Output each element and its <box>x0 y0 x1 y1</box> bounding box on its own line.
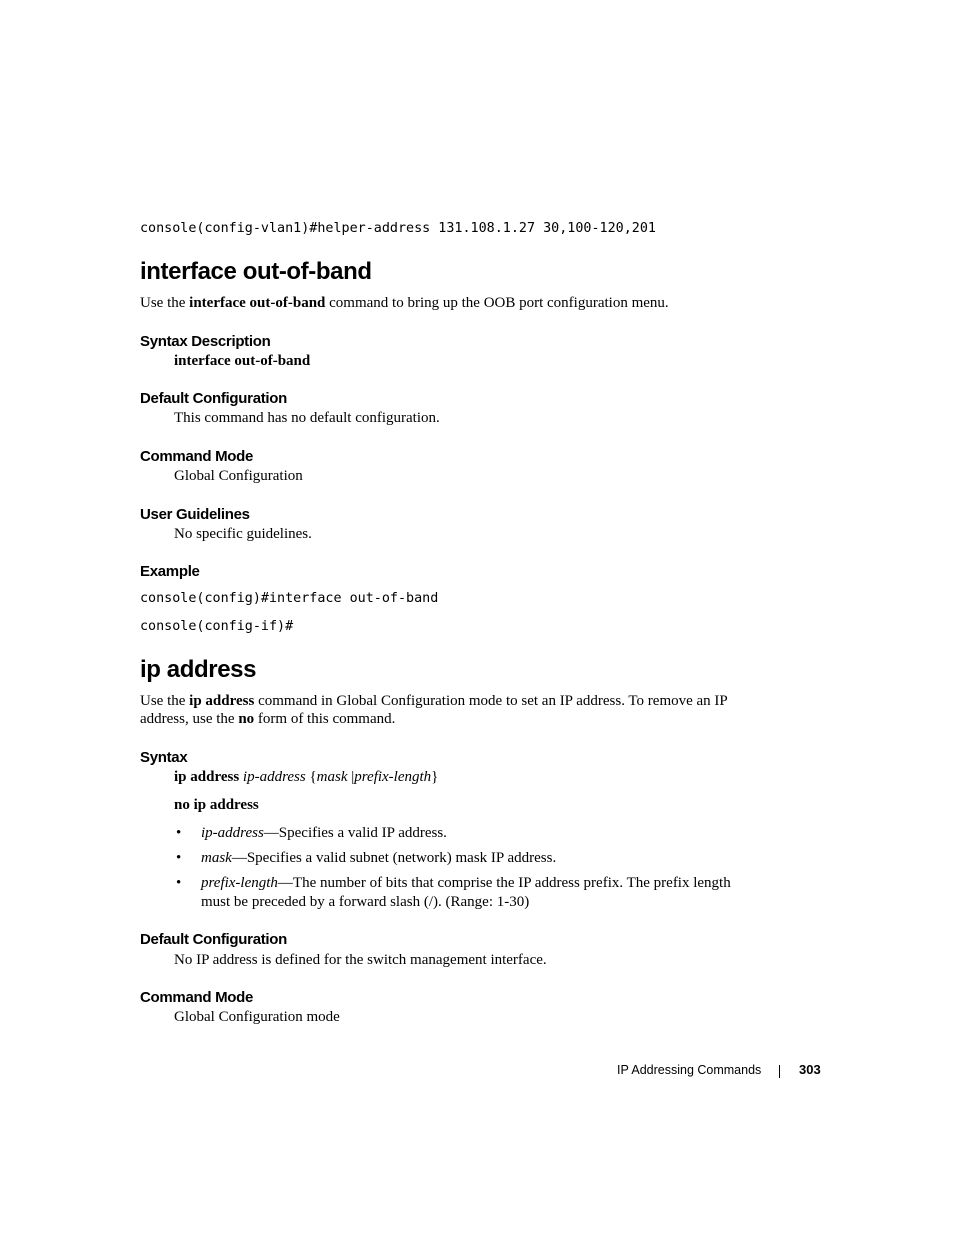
bullet-prefix-length-line-2: must be preceded by a forward slash (/). (Range: 1-30) <box>201 894 530 910</box>
footer-page-number: 303 <box>799 1062 821 1077</box>
syntax-no-ip-address <box>174 797 259 814</box>
bullet-dot: • <box>176 875 182 891</box>
footer-chapter-title: IP Addressing Commands <box>617 1063 762 1077</box>
syntax-arg-prefix: prefix-length <box>354 769 432 785</box>
bullet-term: ip-address <box>201 825 264 841</box>
bullet-dot: • <box>176 825 182 841</box>
heading-example: Example <box>140 563 200 580</box>
syntax-brace: } <box>431 769 439 785</box>
footer-divider <box>779 1065 780 1078</box>
heading-user-guidelines: User Guidelines <box>140 506 250 523</box>
heading-syntax: Syntax <box>140 749 188 766</box>
code-helper-address: console(config-vlan1)#helper-address 131.108.1.27 30,100-120,201 <box>140 221 656 236</box>
intro-command: interface out-of-band <box>189 295 326 311</box>
default-configuration-text: No IP address is defined for the switch management interface. <box>174 952 547 968</box>
intro-prefix: Use the <box>140 693 190 709</box>
heading-default-configuration: Default Configuration <box>140 931 288 948</box>
bullet-text: —Specifies a valid subnet (network) mask IP address. <box>231 850 557 866</box>
syntax-arg-mask: mask <box>316 769 348 785</box>
bullet-term: prefix-length <box>201 875 278 891</box>
syntax-command: ip address <box>174 769 240 785</box>
bullet-prefix-length <box>201 875 731 892</box>
section-title-ip-address: ip address <box>140 656 257 683</box>
user-guidelines-text: No specific guidelines. <box>174 526 312 542</box>
syntax-arg-ip: ip-address <box>242 769 306 785</box>
heading-command-mode: Command Mode <box>140 448 254 465</box>
heading-default-configuration: Default Configuration <box>140 390 288 407</box>
intro-prefix: address, use the <box>140 711 239 727</box>
bullet-text: —Specifies a valid IP address. <box>263 825 447 841</box>
syntax-ip-address <box>174 769 438 786</box>
intro-suffix: command to bring up the OOB port configuration menu. <box>325 295 669 311</box>
bullet-term: mask <box>201 850 232 866</box>
command-mode-text: Global Configuration <box>174 468 303 484</box>
syntax-command: interface out-of-band <box>174 353 311 369</box>
intro-command: ip address <box>189 693 255 709</box>
bullet-dot: • <box>176 850 182 866</box>
syntax-no-command: no ip address <box>174 797 259 813</box>
paragraph-ip-address-intro-line-2 <box>140 711 395 728</box>
paragraph-interface-oob-intro <box>140 295 669 312</box>
syntax-brace: { <box>305 769 317 785</box>
command-mode-text: Global Configuration mode <box>174 1009 340 1025</box>
bullet-mask <box>201 850 556 867</box>
bullet-text: —The number of bits that comprise the IP address prefix. The prefix length <box>277 875 731 891</box>
example-code-line-2: console(config-if)# <box>140 619 294 634</box>
intro-no-keyword: no <box>238 711 255 727</box>
heading-syntax-description: Syntax Description <box>140 333 271 350</box>
intro-prefix: Use the <box>140 295 190 311</box>
bullet-ip-address <box>201 825 447 842</box>
default-configuration-text: This command has no default configuration. <box>174 410 440 426</box>
example-code-line-1: console(config)#interface out-of-band <box>140 591 439 606</box>
heading-command-mode: Command Mode <box>140 989 254 1006</box>
intro-suffix: command in Global Configuration mode to set an IP address. To remove an IP <box>254 693 728 709</box>
paragraph-ip-address-intro-line-1 <box>140 693 728 710</box>
intro-suffix: form of this command. <box>254 711 396 727</box>
syntax-description-text <box>174 353 310 370</box>
syntax-pipe: | <box>347 769 355 785</box>
section-title-interface-oob: interface out-of-band <box>140 258 372 285</box>
